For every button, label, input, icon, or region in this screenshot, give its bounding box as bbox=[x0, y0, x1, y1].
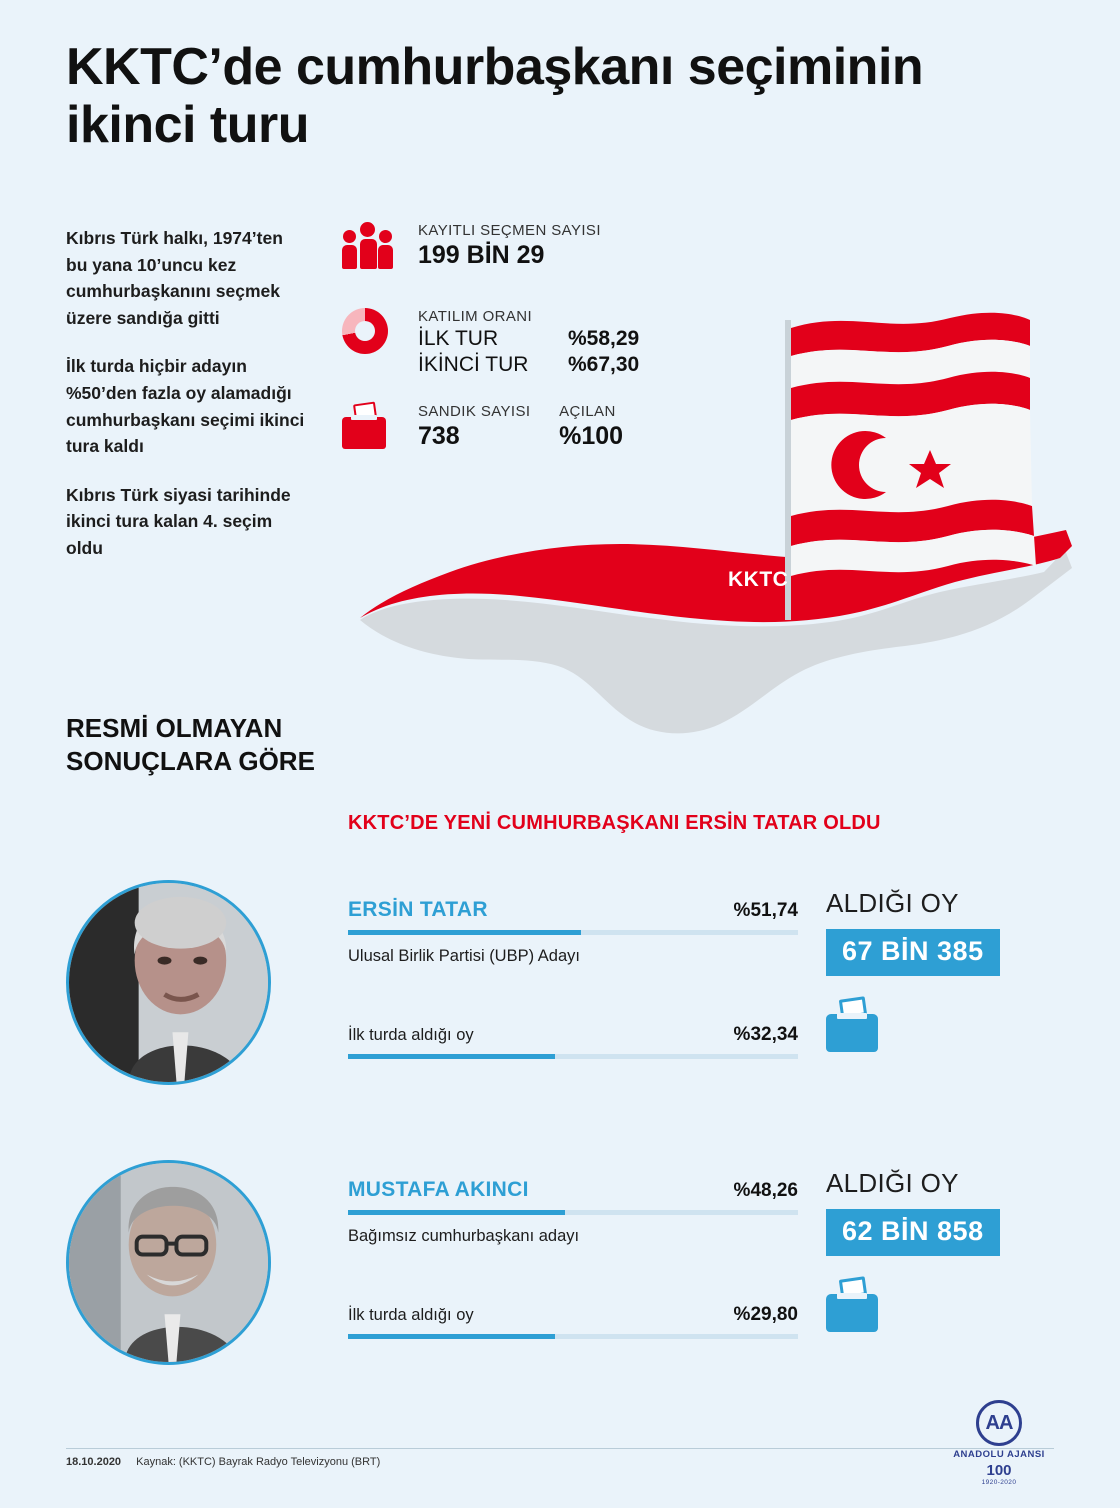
ballot-count-label: SANDIK SAYISI bbox=[418, 403, 531, 420]
anadolu-agency-logo bbox=[944, 1400, 1054, 1486]
turnout-round-2-name: İKİNCİ TUR bbox=[418, 353, 529, 376]
candidate-name: MUSTAFA AKINCI bbox=[348, 1178, 529, 1201]
lead-text bbox=[66, 225, 306, 584]
avatar bbox=[69, 1163, 268, 1362]
candidate-name: ERSİN TATAR bbox=[348, 898, 488, 921]
logo-years: 1920-2020 bbox=[981, 1479, 1017, 1486]
turnout-label: KATILIM ORANI bbox=[418, 308, 533, 325]
ballot-box-icon bbox=[826, 1278, 878, 1332]
registered-voters-value: 199 BİN 29 bbox=[418, 241, 545, 269]
cyprus-map-svg bbox=[330, 300, 1090, 780]
avatar bbox=[69, 883, 268, 1082]
footer-source: Kaynak: (KKTC) Bayrak Radyo Televizyonu (BRT) bbox=[136, 1456, 381, 1468]
ballot-count-value: 738 bbox=[418, 422, 460, 450]
candidate-percent-bar bbox=[348, 930, 798, 935]
first-round-bar-fill bbox=[348, 1334, 555, 1339]
lead-paragraph-2: İlk turda hiçbir adayın %50’den fazla oy alamadığı cumhurbaşkanı seçimi ikinci tura kaldı bbox=[66, 356, 305, 457]
first-round-percent: %32,34 bbox=[733, 1024, 798, 1045]
first-round-label: İlk turda aldığı oy bbox=[348, 1306, 474, 1324]
candidate-percent: %51,74 bbox=[733, 900, 798, 921]
footer-date: 18.10.2020 bbox=[66, 1456, 122, 1468]
candidate-result-block bbox=[348, 1178, 798, 1339]
lead-paragraph-1: Kıbrıs Türk halkı, 1974’ten bu yana 10’uncu kez cumhurbaşkanını seçmek üzere sandığa gitti bbox=[66, 228, 283, 328]
turnout-round-1-name: İLK TUR bbox=[418, 327, 499, 350]
mustafa-akinci-photo bbox=[66, 1160, 271, 1365]
turnout-round-1-value: %58,29 bbox=[568, 327, 640, 350]
turnout-round-2-value: %67,30 bbox=[568, 353, 640, 376]
logo-anniversary: 100 bbox=[986, 1462, 1012, 1479]
first-round-bar bbox=[348, 1334, 798, 1339]
candidate-result-block bbox=[348, 898, 798, 1059]
cyprus-map bbox=[330, 300, 1090, 780]
candidate-percent-bar-fill bbox=[348, 930, 581, 935]
votes-count: 67 BİN 385 bbox=[826, 929, 1000, 976]
ballot-opened-label: AÇILAN bbox=[559, 403, 616, 420]
candidate-party: Ulusal Birlik Partisi (UBP) Adayı bbox=[348, 947, 580, 965]
registered-voters-row bbox=[342, 222, 702, 280]
first-round-label: İlk turda aldığı oy bbox=[348, 1026, 474, 1044]
ersin-tatar-photo bbox=[66, 880, 271, 1085]
unofficial-results-label: RESMİ OLMAYAN SONUÇLARA GÖRE bbox=[66, 713, 315, 776]
candidate-percent-bar bbox=[348, 1210, 798, 1215]
lead-paragraph-3: Kıbrıs Türk siyasi tarihinde ikinci tura kalan 4. seçim oldu bbox=[66, 484, 291, 558]
ballot-box-icon bbox=[826, 998, 878, 1052]
people-icon bbox=[342, 222, 404, 269]
first-round-block bbox=[348, 1024, 798, 1059]
footer-text bbox=[66, 1456, 380, 1468]
votes-title: ALDIĞI OY bbox=[826, 888, 959, 918]
registered-voters-label: KAYITLI SEÇMEN SAYISI bbox=[418, 222, 601, 239]
votes-count: 62 BİN 858 bbox=[826, 1209, 1000, 1256]
first-round-percent: %29,80 bbox=[733, 1304, 798, 1325]
logo-name: ANADOLU AJANSI bbox=[953, 1449, 1045, 1460]
first-round-bar bbox=[348, 1054, 798, 1059]
candidate-votes-block bbox=[826, 888, 1076, 1052]
ballot-opened-value: %100 bbox=[559, 422, 624, 450]
candidate-percent-bar-fill bbox=[348, 1210, 565, 1215]
results-heading: KKTC’DE YENİ CUMHURBAŞKANI ERSİN TATAR OLDU bbox=[348, 812, 881, 834]
page-title: KKTC’de cumhurbaşkanı seçiminin ikinci turu bbox=[66, 38, 924, 155]
first-round-bar-fill bbox=[348, 1054, 555, 1059]
candidate-party: Bağımsız cumhurbaşkanı adayı bbox=[348, 1227, 580, 1245]
kktc-flag bbox=[791, 313, 1036, 576]
aa-logo-icon: AA bbox=[976, 1400, 1022, 1446]
candidate-votes-block bbox=[826, 1168, 1076, 1332]
candidate-percent: %48,26 bbox=[733, 1180, 798, 1201]
kktc-map-label: KKTC bbox=[728, 568, 789, 591]
footer-divider bbox=[66, 1448, 1054, 1449]
first-round-block bbox=[348, 1304, 798, 1339]
votes-title: ALDIĞI OY bbox=[826, 1168, 959, 1198]
